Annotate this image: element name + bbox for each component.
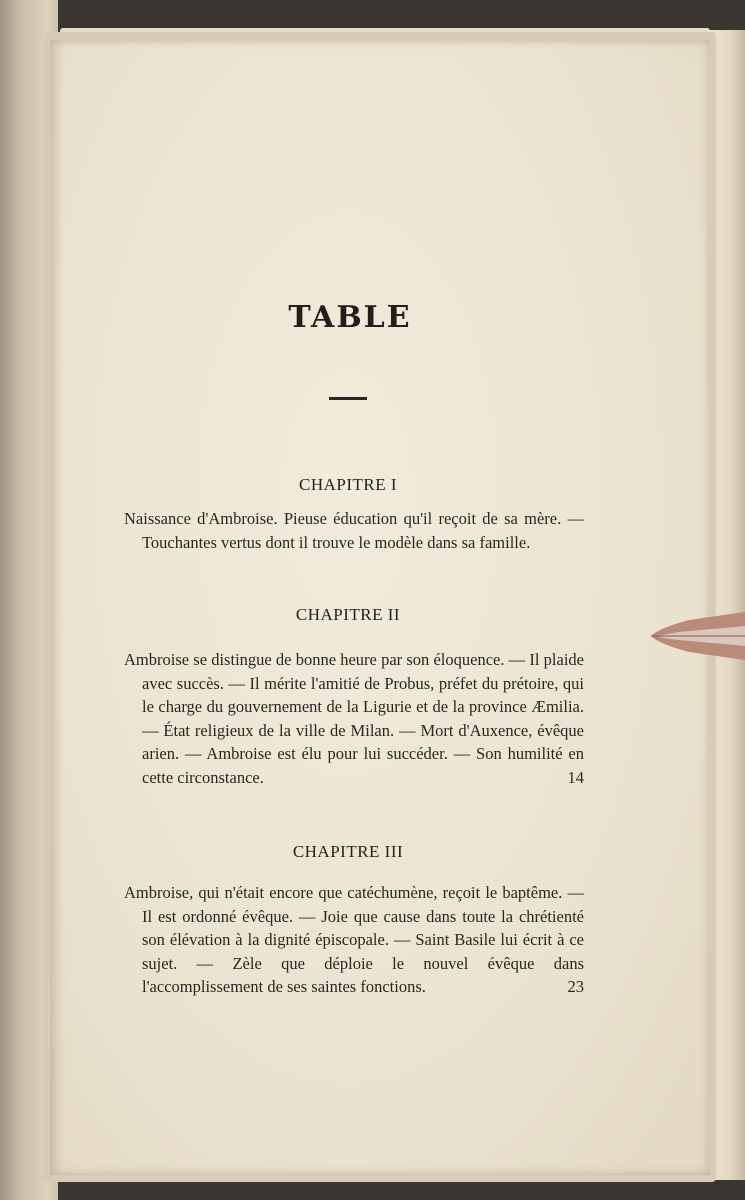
chapter-3-entry <box>124 881 584 999</box>
chapter-3-summary: Ambroise, qui n'était encore que catéchumène, reçoit le baptême. — Il est ordonné évêque. — Joie que cause dans toute la chrétienté son élévation à la dignité épiscopale. — Saint Basile lui écrit à ce sujet. — Zèle que déploie le nouvel évêque dans l'accomplissement de ses saintes fonctions. <box>124 883 584 996</box>
chapter-3-heading: CHAPITRE III <box>292 842 404 861</box>
title-rule <box>329 397 367 400</box>
metal-bookmark <box>649 608 745 664</box>
chapter-1-entry <box>124 507 584 554</box>
chapter-2-page-number: 14 <box>567 767 584 787</box>
chapter-1-heading: CHAPITRE I <box>298 475 398 494</box>
chapter-2-entry <box>124 648 584 789</box>
page-title: TABLE <box>288 300 412 335</box>
chapter-1-summary: Naissance d'Ambroise. Pieuse éducation qu'il reçoit de sa mère. — Touchantes vertus dont il trouve le modèle dans sa famille. <box>124 509 584 552</box>
chapter-2-summary: Ambroise se distingue de bonne heure par son éloquence. — Il plaide avec succès. — Il mérite l'amitié de Probus, préfet du prétoire, qui le charge du gouvernement de la Ligurie et de la province Æmilia. — État religieux de la ville de Milan. — Mort d'Auxence, évêque arien. — Ambroise est élu pour lui succéder. — Son humilité en cette circonstance. <box>124 650 584 787</box>
chapter-2-heading: CHAPITRE II <box>295 605 401 624</box>
chapter-3-page-number: 23 <box>567 977 584 996</box>
